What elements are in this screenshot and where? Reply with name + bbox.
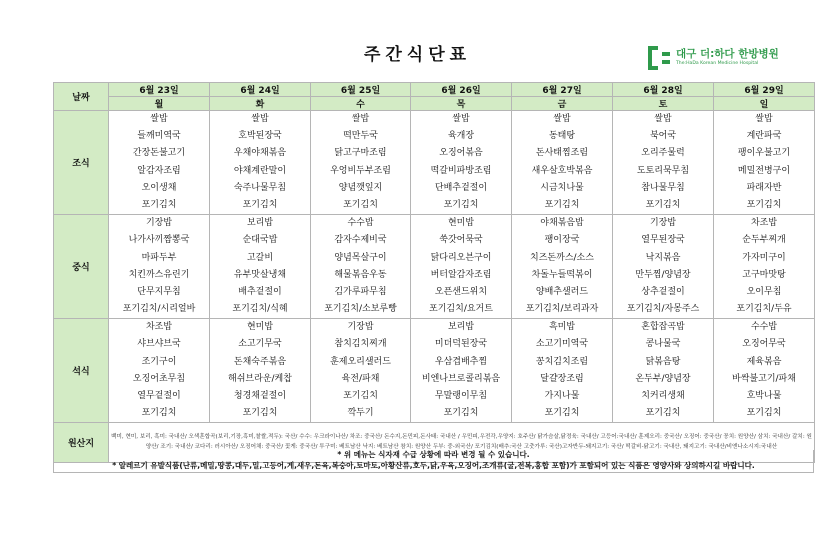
header-date-row xyxy=(54,83,815,97)
meal-row xyxy=(54,319,815,423)
menu-item: 돈채숙주볶음 xyxy=(233,356,287,367)
menu-item: 조기구이 xyxy=(141,356,177,367)
menu-item: 치즈돈까스/소스 xyxy=(530,252,594,263)
meal-cell xyxy=(411,215,512,319)
menu-item: 차조밥 xyxy=(750,218,778,229)
meal-cell xyxy=(714,111,815,215)
menu-item: 제육볶음 xyxy=(746,356,782,367)
header-weekday: 토 xyxy=(613,97,714,111)
meal-cell xyxy=(714,215,815,319)
logo-name: 대구 더:하다 한방병원 xyxy=(676,48,779,60)
menu-item: 오리주물럭 xyxy=(641,148,685,159)
menu-item: 쌀밥 xyxy=(553,114,571,124)
menu-item: 알감자조림 xyxy=(137,165,181,176)
menu-item: 오징어초무침 xyxy=(132,373,186,384)
meal-cell xyxy=(613,319,714,423)
menu-item: 보리밥 xyxy=(246,218,274,229)
meal-cell xyxy=(311,111,411,215)
header-date: 6월 27일 xyxy=(512,83,613,97)
menu-item: 단배추겉절이 xyxy=(434,182,488,193)
menu-item: 기장밥 xyxy=(347,322,374,333)
menu-item: 새우살호박볶음 xyxy=(531,165,593,176)
menu-item: 계란파국 xyxy=(746,131,782,142)
notice-allergy: * 알레르기 유발식품(난류,메밀,땅콩,대두,밀,고등어,게,새우,돈육,복숭아,토마토,아황산류,호두,닭,우육,오징어,조개류(굴,전복,홍합 포함)가 포함되어 있는 식품은 영양사와 상의하시길 바랍니다. xyxy=(112,461,755,470)
menu-item: 열무된장국 xyxy=(641,235,685,246)
menu-item: 쌀밥 xyxy=(755,114,773,124)
menu-item: 북어국 xyxy=(649,131,677,142)
menu-item: 수수밥 xyxy=(347,218,374,229)
menu-item: 우채야채볶음 xyxy=(233,148,287,159)
menu-item: 포기김치 xyxy=(544,199,580,210)
menu-item: 단무지무침 xyxy=(137,286,181,297)
menu-item: 도토리묵무침 xyxy=(636,165,690,176)
menu-item: 우삼겹배추찜 xyxy=(434,356,488,367)
menu-item: 쌀밥 xyxy=(654,114,672,124)
menu-item: 들깨미역국 xyxy=(137,131,181,142)
menu-item: 포기김치 xyxy=(343,199,378,210)
menu-item: 소고기미역국 xyxy=(535,339,589,350)
menu-item: 팽이장국 xyxy=(544,235,580,246)
meal-cell xyxy=(109,111,210,215)
menu-item: 오픈샌드위치 xyxy=(434,286,488,297)
header-weekday: 수 xyxy=(311,97,411,111)
meal-cell xyxy=(613,111,714,215)
menu-item: 메밀전병구이 xyxy=(737,165,791,176)
menu-item: 오이무침 xyxy=(746,286,782,297)
menu-item: 기장밥 xyxy=(649,218,677,229)
menu-item: 닭다리오븐구이 xyxy=(430,252,492,263)
meal-cell xyxy=(311,319,411,423)
menu-item: 포기김치 xyxy=(645,408,681,419)
meal-cell xyxy=(512,111,613,215)
meal-cell xyxy=(512,215,613,319)
meal-cell xyxy=(311,215,411,319)
menu-item: 흑미밥 xyxy=(548,322,576,333)
menu-item: 나가사끼짬뽕국 xyxy=(128,235,190,246)
menu-item: 쌀밥 xyxy=(351,114,370,124)
header-weekday: 화 xyxy=(210,97,311,111)
hospital-logo xyxy=(648,44,808,72)
menu-item: 가자미구이 xyxy=(742,252,786,263)
menu-item: 팽이우불고기 xyxy=(737,148,791,159)
menu-item: 버터알감자조림 xyxy=(430,269,492,280)
menu-item: 낙지볶음 xyxy=(645,252,681,263)
menu-item: 떡갈비파방조림 xyxy=(430,165,492,176)
header-date: 6월 29일 xyxy=(714,83,815,97)
menu-item: 포기김치/소보루빵 xyxy=(324,304,397,315)
header-weekday: 월 xyxy=(109,97,210,111)
menu-item: 가지나물 xyxy=(544,391,580,401)
menu-item: 우엉비두부조림 xyxy=(330,165,391,176)
menu-item: 닭고구마조림 xyxy=(334,148,387,159)
meal-cell xyxy=(512,319,613,423)
meal-row xyxy=(54,215,815,319)
header-date: 6월 23일 xyxy=(109,83,210,97)
menu-item: 양념깻잎지 xyxy=(338,182,383,193)
menu-item: 미더덕된장국 xyxy=(434,339,488,350)
menu-item: 청경채겉절이 xyxy=(233,391,287,401)
menu-item: 감자수제비국 xyxy=(334,235,387,246)
menu-item: 쑥갓어묵국 xyxy=(439,235,483,246)
menu-item: 포기김치 xyxy=(443,199,479,210)
menu-item: 순대국밥 xyxy=(242,235,278,246)
menu-item: 배추겉절이 xyxy=(238,286,282,297)
menu-item: 만두찜/양념장 xyxy=(635,269,691,280)
meal-label: 중식 xyxy=(54,215,109,319)
menu-item: 시금치나물 xyxy=(540,182,584,193)
menu-item: 보리밥 xyxy=(447,322,475,333)
menu-item: 쌀밥 xyxy=(452,114,470,124)
menu-item: 포기김치/보리과자 xyxy=(525,304,599,315)
menu-item: 오징어무국 xyxy=(742,339,786,350)
menu-item: 육개장 xyxy=(447,131,475,142)
menu-item: 차조밥 xyxy=(145,322,173,333)
origin-text: 백미, 현미, 보리, 흑미: 국내산/ 오색혼합곡(보리,기장,흑미,찰쌀,적두): 국산/ 수수: 우크라이나산/ 차조: 중국산/ 돈수지,돈민피,돈사태: 국내산 / 우민피,우전각,우양지: 호주산/ 닭가슴살,닭정육: 국내산/ 고등어:국내산/ 훈제오리: 중국산/ 오징어: 중국산/ 꽁치: 원양산/ 삼치: 국내산/ 갈치: 원양산/ 조기: 국내산/ 코다리: 러시아산/ 오징어채: 중국산/ 꽃게: 중국산/ 투구미: 베트남산 낙지: 베트남산 참치: 원양산 두부: 중-외국산/ 포기김치(배추:국산 고춧가루: 국산)고자반두-돼지고기: 국산/ 떡갈비-닭고기: 국내산, 돼지고기: 국내산/비엔나소시지:국내산 xyxy=(109,423,815,463)
header-day-row xyxy=(54,97,815,111)
menu-item: 비엔나브로콜리볶음 xyxy=(421,373,501,384)
origin-label: 원산지 xyxy=(54,423,109,463)
meal-cell xyxy=(210,319,311,423)
menu-item: 바싹불고기/파채 xyxy=(732,373,796,384)
menu-item: 야채계란말이 xyxy=(233,165,287,176)
menu-item: 포기김치 xyxy=(141,199,177,210)
menu-item: 현미밥 xyxy=(447,218,475,229)
header-weekday: 일 xyxy=(714,97,815,111)
menu-item: 간장돈불고기 xyxy=(132,148,186,159)
menu-item: 호박된장국 xyxy=(238,131,282,142)
menu-item: 무말랭이무침 xyxy=(434,391,488,401)
menu-item: 포기김치/두유 xyxy=(736,304,792,315)
menu-item: 상추겉절이 xyxy=(641,286,685,297)
meal-label: 석식 xyxy=(54,319,109,423)
menu-item: 돈사태찜조림 xyxy=(535,148,589,159)
meal-row xyxy=(54,111,815,215)
menu-item: 수수밥 xyxy=(750,322,778,333)
menu-item: 차돌누들떡볶이 xyxy=(531,269,593,280)
menu-item: 깍두기 xyxy=(347,408,374,419)
menu-item: 포기김치 xyxy=(544,408,580,419)
menu-item: 육전/파채 xyxy=(341,373,380,384)
menu-item: 포기김치 xyxy=(343,391,378,401)
weekly-menu-table xyxy=(53,82,815,463)
header-date-label: 날짜 xyxy=(54,83,109,111)
menu-item: 김가루파무침 xyxy=(334,286,387,297)
menu-item: 오징어볶음 xyxy=(439,148,483,159)
meal-cell xyxy=(411,111,512,215)
header-date: 6월 24일 xyxy=(210,83,311,97)
menu-item: 샤브샤브국 xyxy=(137,339,181,350)
menu-item: 포기김치/시리얼바 xyxy=(122,304,196,315)
menu-item: 훈제오리샐러드 xyxy=(330,356,391,367)
menu-item: 마파두부 xyxy=(141,252,177,263)
menu-item: 쌀밥 xyxy=(150,114,168,124)
header-weekday: 금 xyxy=(512,97,613,111)
menu-item: 해쉬브라운/케찹 xyxy=(228,373,292,384)
menu-item: 포기김치/자몽주스 xyxy=(626,304,700,315)
menu-item: 참치김치찌개 xyxy=(334,339,387,350)
menu-item: 야채볶음밥 xyxy=(540,218,584,229)
meal-cell xyxy=(109,319,210,423)
meal-cell xyxy=(109,215,210,319)
menu-item: 포기김치/요거트 xyxy=(429,304,493,315)
menu-item: 유부맛살냉채 xyxy=(233,269,287,280)
menu-item: 온두부/양념장 xyxy=(635,373,691,384)
menu-item: 숙주나물무침 xyxy=(233,182,287,193)
menu-item: 포기김치 xyxy=(746,408,782,419)
logo-subtitle: The:HaDa Korean Medicine Hospital xyxy=(676,61,759,66)
menu-item: 치커리생채 xyxy=(641,391,685,401)
meal-cell xyxy=(714,319,815,423)
menu-item: 닭볶음탕 xyxy=(645,356,681,367)
menu-item: 동태탕 xyxy=(548,131,576,142)
menu-item: 포기김치 xyxy=(141,408,177,419)
header-date: 6월 28일 xyxy=(613,83,714,97)
meal-cell xyxy=(613,215,714,319)
menu-item: 포기김치 xyxy=(242,408,278,419)
menu-item: 쌀밥 xyxy=(251,114,269,124)
menu-item: 오이생채 xyxy=(141,182,177,193)
menu-item: 떡만두국 xyxy=(343,131,378,142)
menu-item: 콩나물국 xyxy=(645,339,681,350)
menu-item: 꽁치김치조림 xyxy=(535,356,589,367)
notice-box xyxy=(53,450,814,473)
menu-item: 치킨까스유린기 xyxy=(128,269,190,280)
menu-item: 고구마맛탕 xyxy=(742,269,786,280)
menu-item: 혼합잡곡밥 xyxy=(641,322,685,333)
header-date: 6월 26일 xyxy=(411,83,512,97)
logo-mark-icon xyxy=(648,46,670,70)
menu-item: 양념목살구이 xyxy=(334,252,387,263)
menu-item: 달걀장조림 xyxy=(540,373,584,384)
menu-item: 포기김치 xyxy=(242,199,278,210)
header-weekday: 목 xyxy=(411,97,512,111)
menu-item: 소고기무국 xyxy=(238,339,282,350)
menu-item: 포기김치/식혜 xyxy=(232,304,288,315)
page-title: 주간식단표 xyxy=(363,45,472,65)
header-date: 6월 25일 xyxy=(311,83,411,97)
meal-cell xyxy=(210,111,311,215)
menu-item: 참나물무침 xyxy=(641,182,685,193)
meal-cell xyxy=(210,215,311,319)
menu-item: 파래자반 xyxy=(746,182,782,193)
notice-change: * 위 메뉴는 식자재 수급 상황에 따라 변경 될 수 있습니다. xyxy=(337,450,530,459)
menu-item: 포기김치 xyxy=(443,408,479,419)
menu-item: 해물볶음우동 xyxy=(334,269,387,280)
menu-item: 고갈비 xyxy=(246,252,274,263)
menu-item: 호박나물 xyxy=(746,391,782,401)
menu-item: 포기김치 xyxy=(645,199,681,210)
menu-item: 기장밥 xyxy=(145,218,173,229)
menu-item: 양배추샐러드 xyxy=(535,286,589,297)
menu-item: 순두부찌개 xyxy=(742,235,786,246)
meal-cell xyxy=(411,319,512,423)
meal-label: 조식 xyxy=(54,111,109,215)
menu-item: 열무겉절이 xyxy=(137,391,181,401)
menu-item: 포기김치 xyxy=(746,199,782,210)
menu-item: 현미밥 xyxy=(246,322,274,333)
